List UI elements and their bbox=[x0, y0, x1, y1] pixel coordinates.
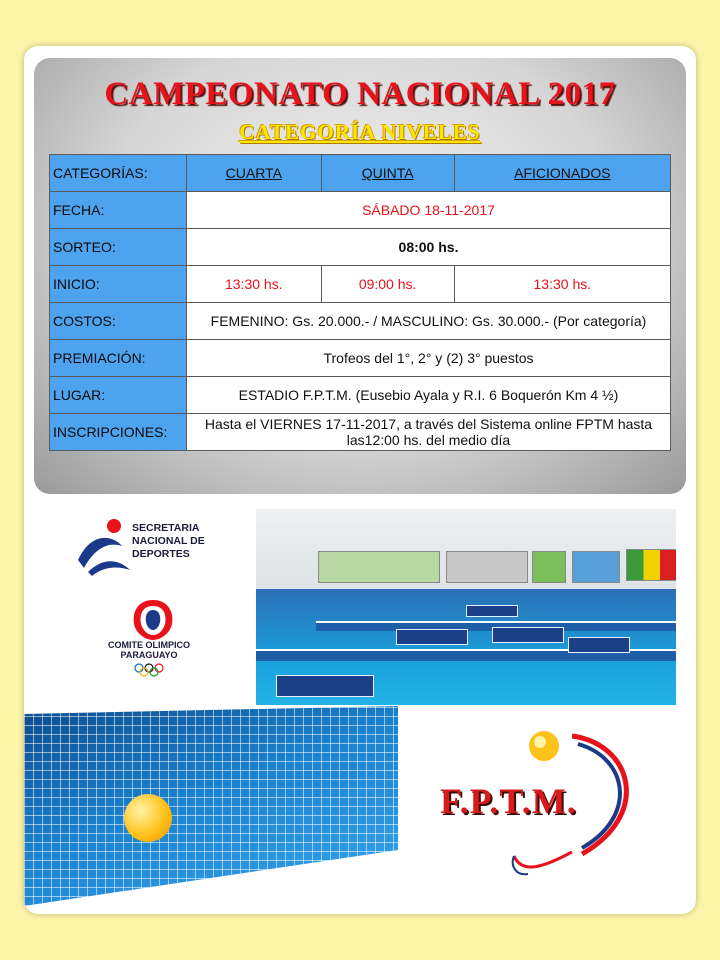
category-quinta: QUINTA bbox=[321, 155, 454, 192]
table-row-inscripciones bbox=[50, 414, 671, 451]
ping-pong-ball-icon bbox=[124, 794, 172, 842]
label-fecha: FECHA: bbox=[50, 192, 187, 229]
header-panel bbox=[34, 58, 686, 494]
value-lugar: ESTADIO F.P.T.M. (Eusebio Ayala y R.I. 6 Boquerón Km 4 ½) bbox=[187, 377, 671, 414]
table-row-costos bbox=[50, 303, 671, 340]
sports-hall-photo bbox=[256, 509, 676, 705]
info-table bbox=[49, 154, 671, 451]
table-row-premiacion bbox=[50, 340, 671, 377]
comite-text bbox=[94, 640, 204, 660]
secretaria-line-2: NACIONAL DE bbox=[132, 535, 205, 547]
value-sorteo: 08:00 hs. bbox=[187, 229, 671, 266]
secretaria-line-3: DEPORTES bbox=[132, 548, 190, 560]
value-inicio-quinta: 09:00 hs. bbox=[321, 266, 454, 303]
value-inicio-cuarta: 13:30 hs. bbox=[187, 266, 322, 303]
label-inicio: INICIO: bbox=[50, 266, 187, 303]
label-premiacion: PREMIACIÓN: bbox=[50, 340, 187, 377]
fptm-text: F.P.T.M. bbox=[440, 781, 577, 821]
table-row-fecha bbox=[50, 192, 671, 229]
label-lugar: LUGAR: bbox=[50, 377, 187, 414]
value-fecha: SÁBADO 18-11-2017 bbox=[187, 192, 671, 229]
table-row-lugar bbox=[50, 377, 671, 414]
table-row-inicio bbox=[50, 266, 671, 303]
page-subtitle bbox=[34, 120, 686, 145]
table-row-sorteo bbox=[50, 229, 671, 266]
comite-line-1: COMITE OLIMPICO bbox=[108, 640, 190, 650]
page-title: CAMPEONATO NACIONAL 2017 bbox=[104, 76, 616, 112]
secretaria-line-1: SECRETARIA bbox=[132, 522, 200, 534]
label-inscripciones: INSCRIPCIONES: bbox=[50, 414, 187, 451]
value-inicio-aficionados: 13:30 hs. bbox=[454, 266, 670, 303]
secretaria-text bbox=[132, 522, 205, 561]
value-inscripciones: Hasta el VIERNES 17-11-2017, a través del Sistema online FPTM hasta las12:00 hs. del medio día bbox=[187, 414, 671, 451]
table-row-categorias bbox=[50, 155, 671, 192]
label-costos: COSTOS: bbox=[50, 303, 187, 340]
category-cuarta: CUARTA bbox=[187, 155, 322, 192]
label-sorteo: SORTEO: bbox=[50, 229, 187, 266]
lion-icon bbox=[128, 598, 178, 642]
poster-card bbox=[24, 46, 696, 914]
olympic-rings-icon bbox=[134, 663, 164, 677]
comite-line-2: PARAGUAYO bbox=[120, 650, 178, 660]
category-aficionados: AFICIONADOS bbox=[454, 155, 670, 192]
value-premiacion: Trofeos del 1°, 2° y (2) 3° puestos bbox=[187, 340, 671, 377]
table-tennis-net-photo bbox=[24, 706, 398, 906]
label-categorias: CATEGORÍAS: bbox=[50, 155, 187, 192]
subtitle-text: CATEGORÍA NIVELES bbox=[239, 120, 481, 144]
value-costos: FEMENINO: Gs. 20.000.- / MASCULINO: Gs. 30.000.- (Por categoría) bbox=[187, 303, 671, 340]
